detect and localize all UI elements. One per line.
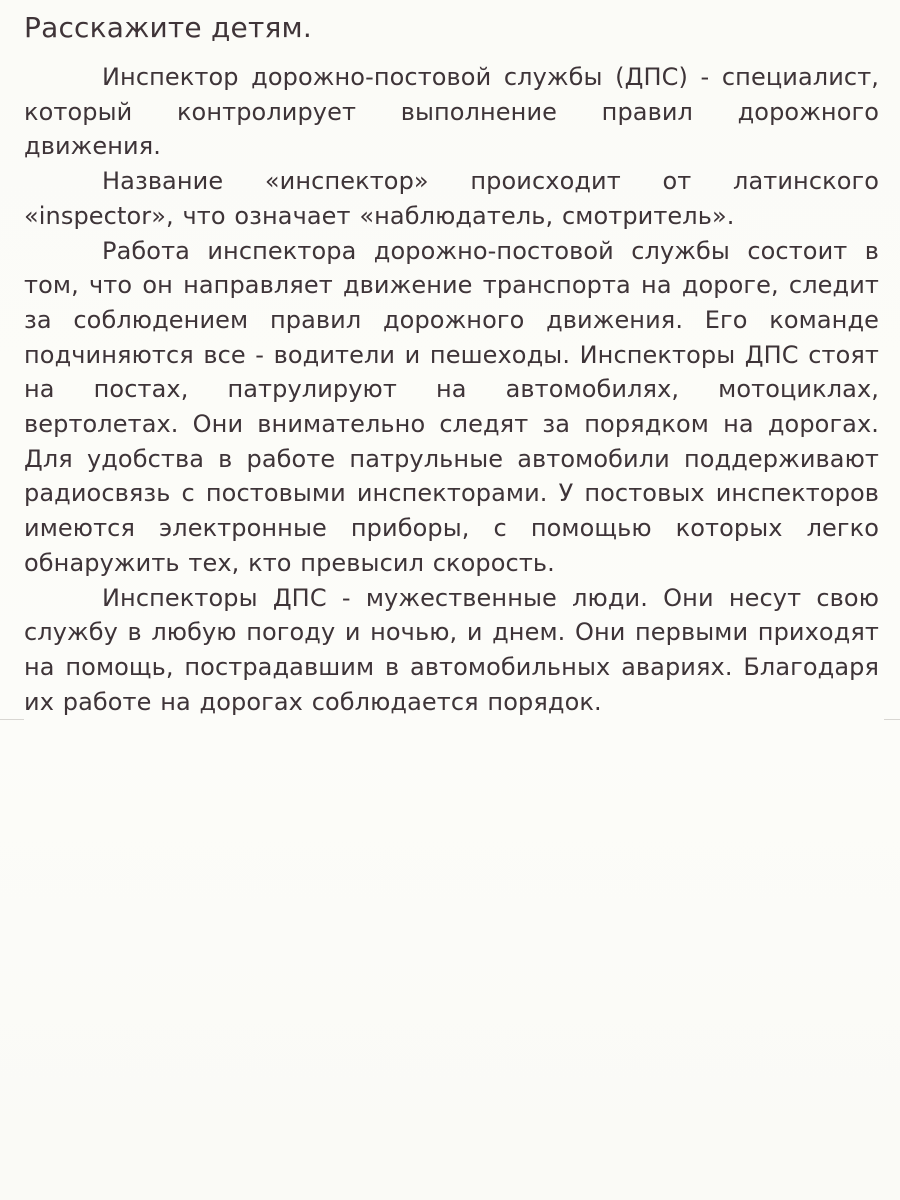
paragraph-etymology: Название «инспектор» происходит от латинского «inspector», что означает «наблюдатель, смотритель». bbox=[24, 167, 879, 230]
page-title: Расскажите детям. bbox=[24, 11, 312, 44]
scan-edge-mark-right bbox=[884, 719, 900, 720]
paragraph-duties: Работа инспектора дорожно-постовой службы состоит в том, что он направляет движение транспорта на дороге, следит за соблюдением правил дорожного движения. Его команде подчиняются все - водители и пешеходы. Инспекторы ДПС стоят на постах, патрулируют на автомобилях, мотоциклах, вертолетах. Они внимательно следят за порядком на дорогах. Для удобства в работе патрульные автомобили поддерживают радиосвязь с постовыми инспекторами. У постовых инспекторов имеются электронные приборы, с помощью которых легко обнаружить тех, кто превысил скорость. bbox=[24, 236, 879, 577]
scan-edge-mark-left bbox=[0, 719, 24, 720]
paragraph-courage: Инспекторы ДПС - мужественные люди. Они несут свою службу в любую погоду и ночью, и днем. Они первыми приходят на помощь, пострадавшим в автомобильных авариях. Благодаря их работе на дорогах соблюдается порядок. bbox=[24, 583, 879, 716]
document-body bbox=[24, 6, 879, 719]
paragraph-definition: Инспектор дорожно-постовой службы (ДПС) - специалист, который контролирует выполнение правил дорожного движения. bbox=[24, 63, 879, 161]
